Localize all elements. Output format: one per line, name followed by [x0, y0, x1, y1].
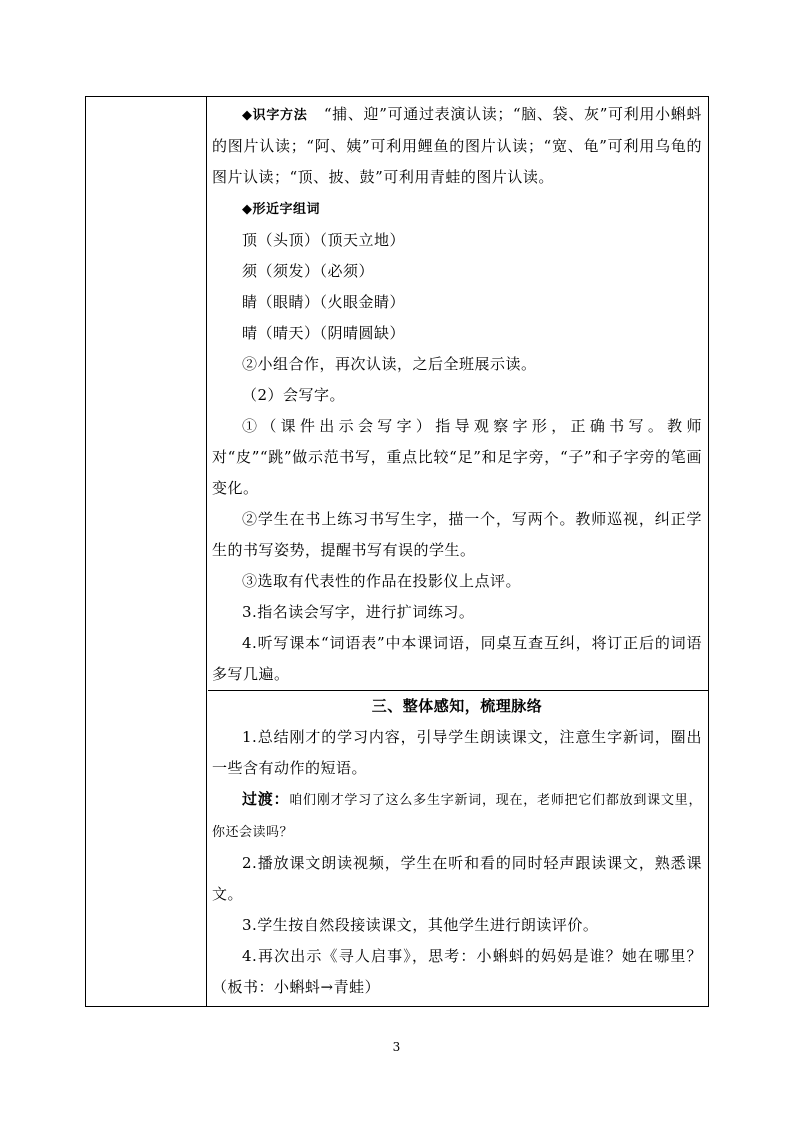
- practice-paragraph: ②学生在书上练习书写生字，描一个，写两个。教师巡视，纠正学生的书写姿势，提醒书写有误的学生。: [212, 510, 702, 559]
- dictation-paragraph: 4.听写课本“词语表”中本课词语，同桌互查互纠，将订正后的词语多写几遍。: [212, 634, 702, 683]
- transition-paragraph: [208, 784, 708, 848]
- writing-guide-paragraph: ①（课件出示会写字）指导观察字形，正确书写。教师对“皮”“跳”做示范书写，重点比较“足”和足字旁，“子”和子字旁的笔画变化。: [212, 417, 702, 497]
- lesson-plan-table: [85, 96, 709, 1007]
- word-line-2: 须（须发）（必须）: [242, 262, 375, 280]
- video-paragraph: 2.播放课文朗读视频，学生在听和看的同时轻声跟读课文，熟悉课文。: [212, 854, 702, 903]
- recognition-method-label: ◆识字方法: [242, 108, 308, 123]
- transition-label: 过渡：: [242, 790, 290, 808]
- relay-reading-paragraph: 3.学生按自然段接读课文，其他学生进行朗读评价。: [242, 916, 599, 934]
- notice-paragraph: 4.再次出示《寻人启事》，思考：小蝌蚪的妈妈是谁？她在哪里？（板书：小蝌蚪→青蛙）: [212, 947, 702, 996]
- summary-paragraph: 1.总结刚才的学习内容，引导学生朗读课文，注意生字新词，圈出一些含有动作的短语。: [212, 728, 702, 777]
- page-number: 3: [392, 1040, 401, 1054]
- word-line-4: 晴（晴天）（阴晴圆缺）: [242, 324, 406, 342]
- left-column-cell: [86, 97, 207, 1006]
- review-paragraph: ③选取有代表性的作品在投影仪上点评。: [242, 572, 522, 590]
- word-line-3: 睛（眼睛）（火眼金睛）: [242, 293, 406, 311]
- section-three-heading: 三、整体感知，梳理脉络: [371, 697, 543, 715]
- similar-chars-label: ◆形近字组词: [242, 202, 320, 217]
- transition-text: 咱们刚才学习了这么多生字新词，现在，老师把它们都放到课文里，你还会读吗？: [212, 793, 702, 840]
- word-line-1: 顶（头顶）（顶天立地）: [242, 231, 406, 249]
- content-cell: [208, 97, 708, 1006]
- recognition-method-paragraph: [208, 99, 708, 193]
- similar-chars-heading: [208, 193, 708, 225]
- recognition-method-text: “捕、迎”可通过表演认读；“脑、袋、灰”可利用小蝌蚪的图片认读；“阿、姨”可利用鲤鱼的图片认读；“宽、龟”可利用乌龟的图片认读；“顶、披、鼓”可利用青蛙的图片认读。: [212, 105, 702, 186]
- group-work-paragraph: ②小组合作，再次认读，之后全班展示读。: [242, 355, 537, 373]
- writing-subheading: （2）会写字。: [242, 386, 346, 404]
- expansion-paragraph: 3.指名读会写字，进行扩词练习。: [242, 603, 475, 621]
